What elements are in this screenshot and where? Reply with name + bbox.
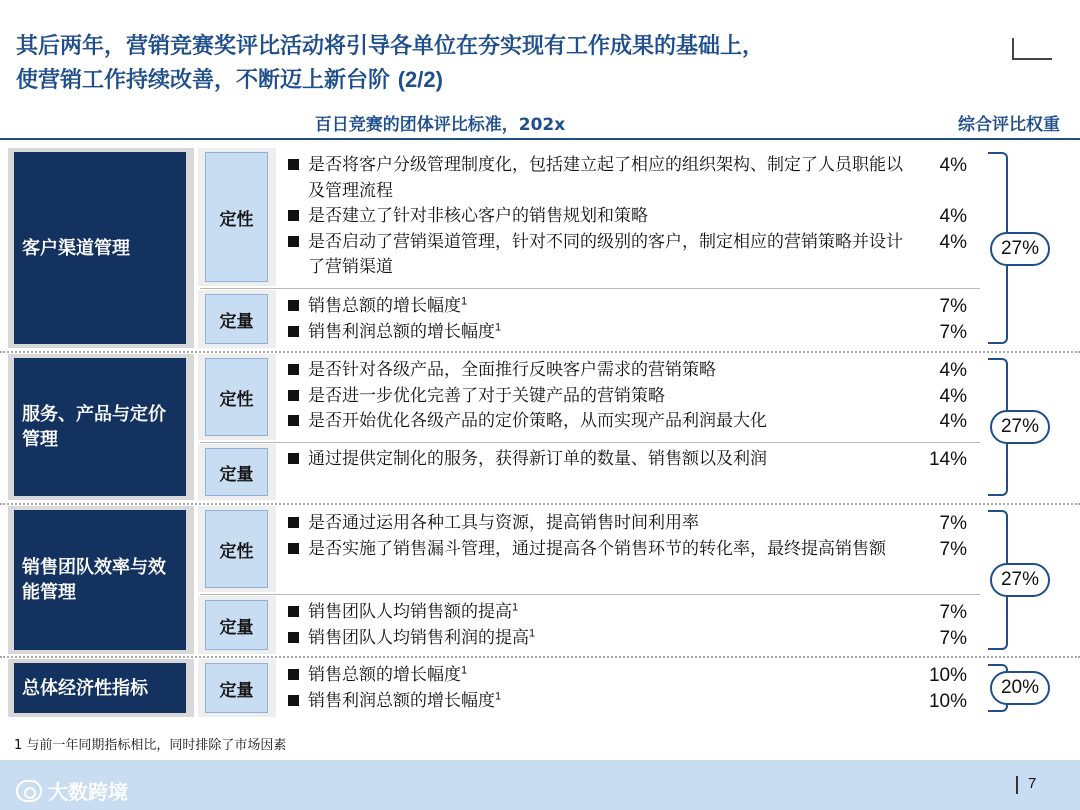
bullet-square-icon xyxy=(288,695,299,706)
list-item xyxy=(286,320,906,346)
list-item xyxy=(286,153,906,204)
list-item xyxy=(286,294,906,320)
bullet-square-icon xyxy=(288,364,299,375)
list-item xyxy=(286,537,906,563)
section-3-qualitative-weights xyxy=(905,511,967,562)
page-number: 7 xyxy=(1028,775,1037,792)
category-overall-economic: 总体经济性指标 xyxy=(14,663,186,713)
section-3-qualitative-list xyxy=(286,511,906,562)
type-quantitative: 定量 xyxy=(205,663,268,713)
list-item xyxy=(286,626,906,652)
bullet-square-icon xyxy=(288,390,299,401)
section-1-qualitative-weights xyxy=(905,153,967,255)
weight-value: 4% xyxy=(939,231,967,253)
list-item xyxy=(286,384,906,410)
logo-icon xyxy=(16,780,42,802)
bullet-square-icon xyxy=(288,159,299,170)
weight-value: 4% xyxy=(939,206,967,227)
list-item xyxy=(286,358,906,384)
section-1-quantitative-list xyxy=(286,294,906,345)
list-item xyxy=(286,409,906,435)
category-sales-team-efficiency: 销售团队效率与效能管理 xyxy=(14,510,186,650)
weight-value: 7% xyxy=(939,513,967,534)
bullet-square-icon xyxy=(288,543,299,554)
title-suffix: (2/2) xyxy=(397,67,443,92)
weight-value: 7% xyxy=(939,296,967,317)
type-quantitative: 定量 xyxy=(205,600,268,650)
footnote-ref: 1 xyxy=(495,320,502,333)
weight-value: 10% xyxy=(928,665,967,686)
weight-value: 7% xyxy=(939,627,967,649)
list-item xyxy=(286,204,906,230)
item-text: 销售团队人均销售额的提高 xyxy=(308,602,512,622)
footnote-ref: 1 xyxy=(461,295,468,308)
section-2-quantitative-list xyxy=(286,447,906,473)
item-text: 销售利润总额的增长幅度 xyxy=(308,690,495,711)
item-text: 是否建立了针对非核心客户的销售规划和策略 xyxy=(308,206,648,226)
bullet-square-icon xyxy=(288,517,299,528)
section-1-quantitative-weights xyxy=(905,294,967,345)
type-qualitative: 定性 xyxy=(205,510,268,588)
type-quantitative: 定量 xyxy=(205,448,268,496)
section-2-qualitative-list xyxy=(286,358,906,435)
title-line-1: 其后两年，营销竞赛奖评比活动将引导各单位在夯实现有工作成果的基础上， xyxy=(16,33,765,59)
slide-title xyxy=(16,30,1016,97)
weight-spacer xyxy=(905,179,967,205)
item-text: 是否通过运用各种工具与资源，提高销售时间利用率 xyxy=(308,513,699,533)
category-customer-channel: 客户渠道管理 xyxy=(14,152,186,344)
bullet-square-icon xyxy=(288,669,299,680)
footnote-ref: 1 xyxy=(495,689,502,702)
group-divider xyxy=(200,442,980,443)
item-text: 是否进一步优化完善了对于关键产品的营销策略 xyxy=(308,385,665,406)
header-weight: 综合评比权重 xyxy=(958,115,1060,135)
logo-text: 大数跨境 xyxy=(48,780,128,804)
footnote: 1 与前一年同期指标相比，同时排除了市场因素 xyxy=(14,738,287,753)
header-rule xyxy=(0,138,1080,140)
bullet-square-icon xyxy=(288,606,299,617)
item-text: 是否针对各级产品，全面推行反映客户需求的营销策略 xyxy=(308,360,716,380)
section-divider xyxy=(0,503,1080,505)
item-text: 是否开始优化各级产品的定价策略，从而实现产品利润最大化 xyxy=(308,411,767,431)
weight-value: 7% xyxy=(939,321,967,343)
corner-mark xyxy=(1012,38,1052,60)
section-4-total: 20% xyxy=(990,671,1050,705)
section-4-quantitative-list xyxy=(286,663,906,714)
footnote-ref: 1 xyxy=(461,664,468,677)
bullet-square-icon xyxy=(288,453,299,464)
weight-value: 4% xyxy=(939,155,967,176)
group-divider xyxy=(200,594,980,595)
bullet-square-icon xyxy=(288,326,299,337)
list-item xyxy=(286,230,906,281)
item-text: 销售总额的增长幅度 xyxy=(308,296,461,316)
list-item xyxy=(286,689,906,715)
bullet-square-icon xyxy=(288,236,299,247)
header-criteria: 百日竞赛的团体评比标准，202x xyxy=(314,115,566,135)
weight-value: 4% xyxy=(939,385,967,407)
section-3-quantitative-list xyxy=(286,600,906,651)
title-line-2 xyxy=(16,63,1016,97)
section-2-qualitative-weights xyxy=(905,358,967,435)
bullet-square-icon xyxy=(288,210,299,221)
item-text: 销售利润总额的增长幅度 xyxy=(308,321,495,342)
weight-value: 10% xyxy=(928,690,967,712)
weight-value: 14% xyxy=(928,449,967,470)
bullet-square-icon xyxy=(288,632,299,643)
weight-value: 4% xyxy=(939,360,967,381)
section-2-total: 27% xyxy=(990,410,1050,444)
footnote-ref: 1 xyxy=(512,601,519,614)
footer-bar xyxy=(0,760,1080,810)
title-line-2-text: 使营销工作持续改善，不断迈上新台阶 xyxy=(16,67,391,93)
item-text: 销售总额的增长幅度 xyxy=(308,665,461,685)
item-text: 销售团队人均销售利润的提高 xyxy=(308,627,529,648)
section-1-total: 27% xyxy=(990,232,1050,266)
section-2-quantitative-weights xyxy=(905,447,967,473)
watermark-logo xyxy=(16,776,128,805)
weight-value: 7% xyxy=(939,602,967,623)
weight-value: 4% xyxy=(939,411,967,432)
page-number-separator xyxy=(1016,776,1018,794)
list-item xyxy=(286,511,906,537)
type-qualitative: 定性 xyxy=(205,152,268,282)
type-qualitative: 定性 xyxy=(205,358,268,436)
section-3-quantitative-weights xyxy=(905,600,967,651)
bullet-square-icon xyxy=(288,415,299,426)
item-text: 是否启动了营销渠道管理，针对不同的级别的客户，制定相应的营销策略并设计了营销渠道 xyxy=(308,231,903,277)
category-service-product-pricing: 服务、产品与定价管理 xyxy=(14,358,186,496)
type-quantitative: 定量 xyxy=(205,294,268,344)
section-divider xyxy=(0,656,1080,658)
weight-value: 7% xyxy=(939,538,967,560)
item-text: 是否实施了销售漏斗管理，通过提高各个销售环节的转化率，最终提高销售额 xyxy=(308,538,886,559)
list-item xyxy=(286,663,906,689)
list-item xyxy=(286,600,906,626)
section-4-quantitative-weights xyxy=(905,663,967,714)
section-1-qualitative-list xyxy=(286,153,906,281)
footnote-ref: 1 xyxy=(529,626,536,639)
item-text: 是否将客户分级管理制度化，包括建立起了相应的组织架构、制定了人员职能以及管理流程 xyxy=(308,155,903,201)
section-3-total: 27% xyxy=(990,563,1050,597)
item-text: 通过提供定制化的服务，获得新订单的数量、销售额以及利润 xyxy=(308,449,767,469)
section-divider xyxy=(0,351,1080,353)
list-item xyxy=(286,447,906,473)
bullet-square-icon xyxy=(288,300,299,311)
group-divider xyxy=(200,288,980,289)
